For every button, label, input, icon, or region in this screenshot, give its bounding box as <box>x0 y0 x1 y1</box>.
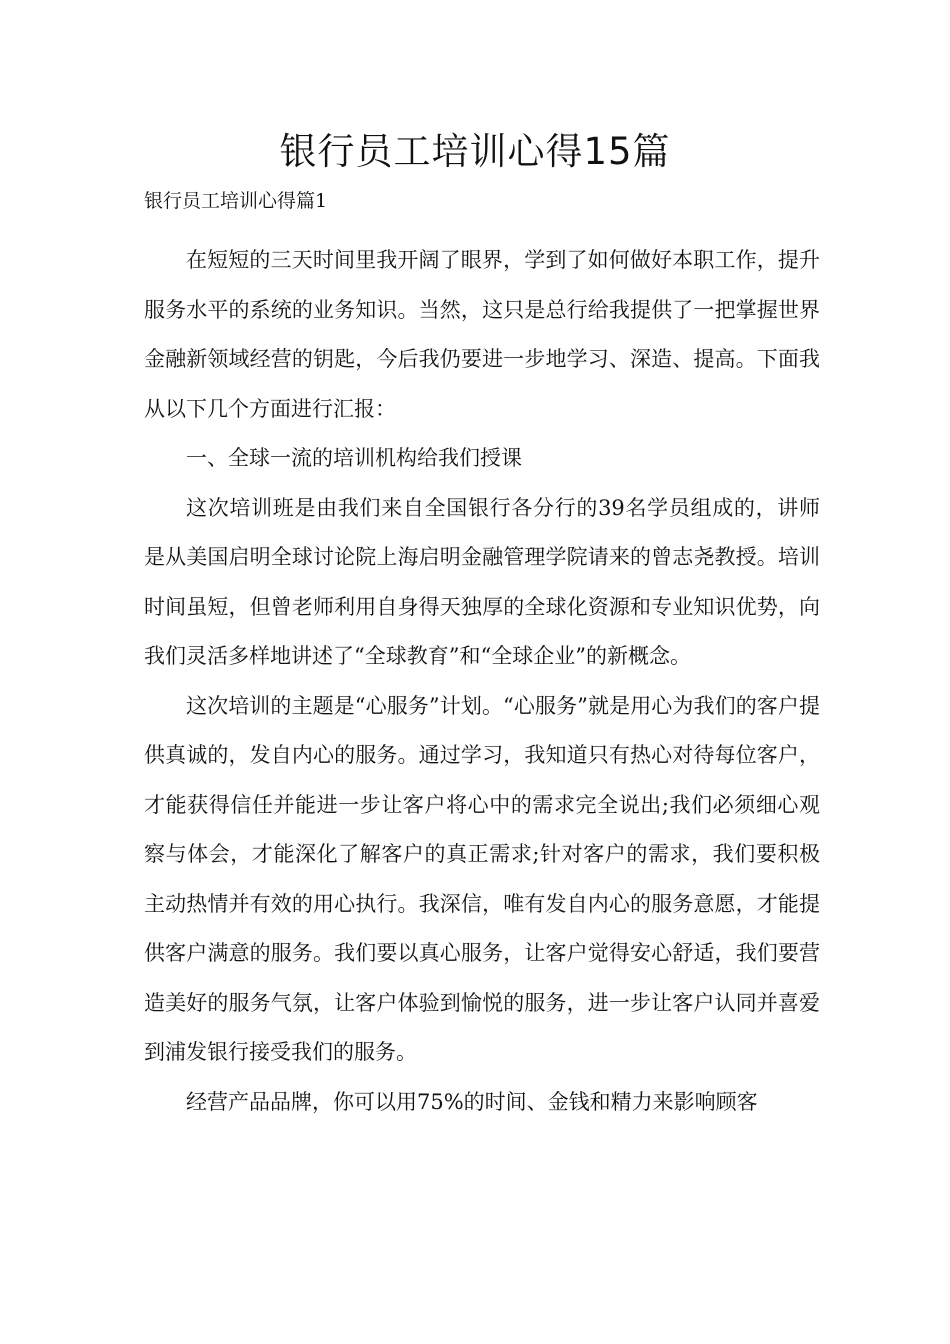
paragraph-heart-service: 这次培训的主题是“心服务”计划。“心服务”就是用心为我们的客户提供真诚的，发自内心的服务。通过学习，我知道只有热心对待每位客户，才能获得信任并能进一步让客户将心中的需求完全说出;我们必须细心观察与体会，才能深化了解客户的真正需求;针对客户的需求，我们要积极主动热情并有效的用心执行。我深信，唯有发自内心的服务意愿，才能提供客户满意的服务。我们要以真心服务，让客户觉得安心舒适，我们要营造美好的服务气氛，让客户体验到愉悦的服务，进一步让客户认同并喜爱到浦发银行接受我们的服务。 <box>144 693 820 1064</box>
paragraph-intro: 在短短的三天时间里我开阔了眼界，学到了如何做好本职工作，提升服务水平的系统的业务知识。当然，这只是总行给我提供了一把掌握世界金融新领域经营的钥匙，今后我仍要进一步地学习、深造、提高。下面我从以下几个方面进行汇报： <box>144 248 820 421</box>
paragraph-heading-1: 一、全球一流的培训机构给我们授课 <box>186 446 522 470</box>
document-title: 银行员工培训心得15篇 <box>279 130 671 173</box>
section-heading: 银行员工培训心得篇1 <box>144 190 328 212</box>
paragraph-training-class: 这次培训班是由我们来自全国银行各分行的39名学员组成的，讲师是从美国启明全球讨论院上海启明金融管理学院请来的曾志尧教授。培训时间虽短，但曾老师利用自身得天独厚的全球化资源和专业知识优势，向我们灵活多样地讲述了“全球教育”和“全球企业”的新概念。 <box>144 495 820 668</box>
paragraph-brand: 经营产品品牌，你可以用75%的时间、金钱和精力来影响顾客 <box>186 1089 758 1114</box>
document-body <box>144 236 820 1127</box>
